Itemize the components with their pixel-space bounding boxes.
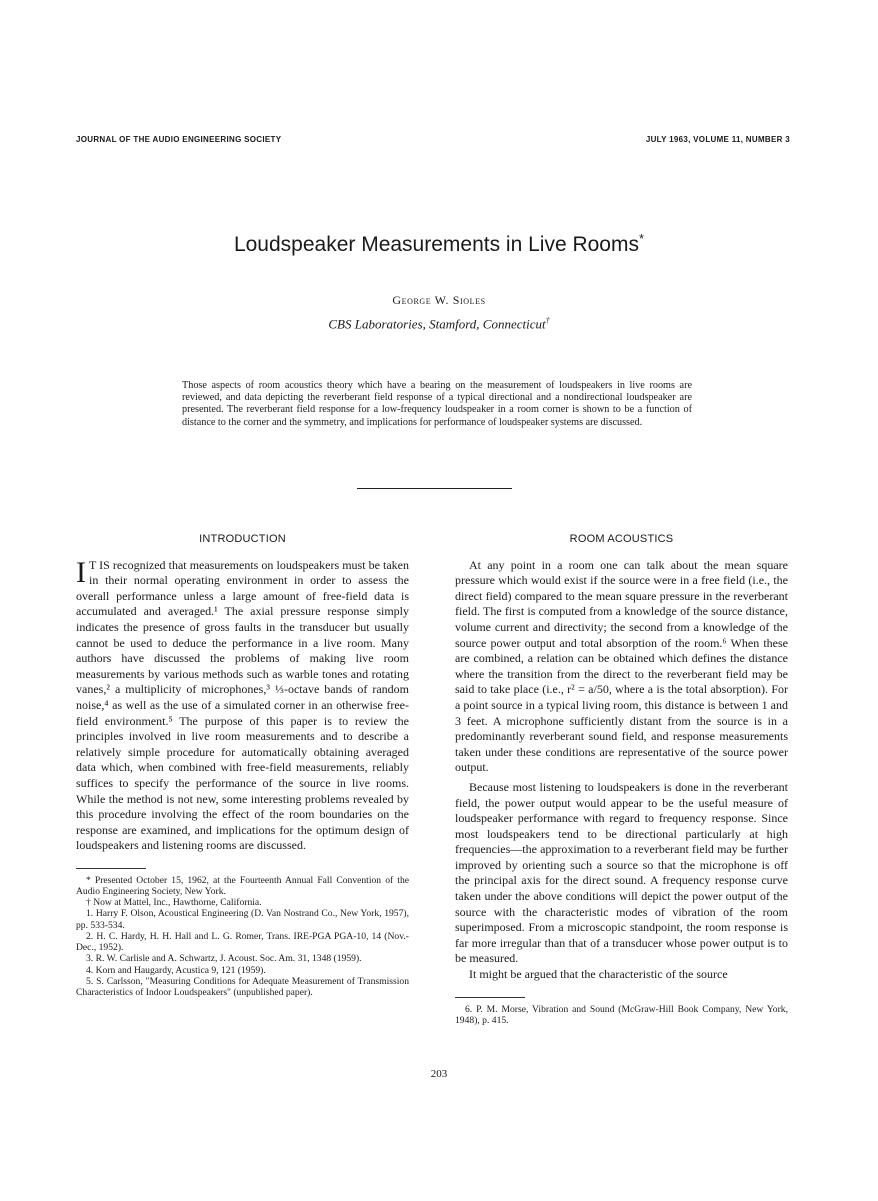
footnote: 3. R. W. Carlisle and A. Schwartz, J. Acoust. Soc. Am. 31, 1348 (1959). (86, 953, 362, 965)
footnote-rule (76, 868, 146, 869)
room-acoustics-paragraph-3: It might be argued that the characteristic of the source (469, 967, 728, 982)
paper-title (0, 233, 878, 257)
footnote-rule (455, 997, 525, 998)
abstract: Those aspects of room acoustics theory which have a bearing on the measurement of loudspeakers in live rooms are reviewed, and data depicting the reverberant field response of a typical directional and a nondirectional loudspeaker are presented. The reverberant field response for a low-frequency loudspeaker in a room corner is shown to be a function of distance to the corner and the symmetry, and implications for performance of loudspeaker systems are discussed. (182, 380, 692, 428)
room-acoustics-heading: ROOM ACOUSTICS (569, 533, 674, 545)
room-acoustics-paragraph-2: Because most listening to loudspeakers is done in the reverberant field, the power output would appear to be the useful measure of loudspeaker performance with regard to frequency response. Since most loudspeakers tend to be directional particularly at high frequencies—the approximation to a reverberant field may be further improved by orienting such a source so that the microphone is off the principal axis for the direct sound. A frequency response curve taken under the above conditions will depict the power output of the source with the characteristic modes of vibration of the room superimposed. From a microscopic standpoint, the room response is far more irregular than that of a transducer whose power output is to be measured. (455, 779, 788, 966)
introduction-paragraph (76, 555, 409, 854)
section-divider (357, 488, 512, 489)
author-affiliation (0, 316, 878, 332)
footnote: 1. Harry F. Olson, Acoustical Engineering (D. Van Nostrand Co., New York, 1957), pp. 533-534. (76, 908, 409, 931)
affiliation-text: CBS Laboratories, Stamford, Connecticut (328, 316, 546, 332)
footnote: 4. Korn and Haugardy, Acustica 9, 121 (1959). (86, 964, 266, 976)
page-number: 203 (430, 1068, 448, 1080)
title-footnote-mark: * (638, 231, 645, 246)
footnote: * Presented October 15, 1962, at the Fourteenth Annual Fall Convention of the Audio Engineering Society, New York. (76, 874, 409, 898)
room-acoustics-paragraph-1: At any point in a room one can talk about the mean square pressure which would exist if the source were in a free field (i.e., the direct field) compared to the mean square pressure in the reverberant field. The first is computed from a knowledge of the source distance, volume current and directivity; the second from a knowledge of the source power output and total absorption of the room.⁶ When these are combined, a relation can be obtained which defines the distance where the transition from the direct to the reverberant field may be said to take place (i.e., r² = a/50, where a is the total absorption). For a point source in a typical living room, this distance is between 1 and 3 feet. A microphone sufficiently distant from the source is in a predominantly reverberant sound field, and response measurements taken under these conditions are representative of the source power output. (455, 557, 788, 775)
left-column (76, 532, 409, 998)
footnote: 2. H. C. Hardy, H. H. Hall and L. G. Romer, Trans. IRE-PGA PGA-10, 14 (Nov.-Dec., 1952). (76, 930, 409, 954)
running-header-issue: JULY 1963, VOLUME 11, NUMBER 3 (645, 135, 790, 144)
right-column (455, 532, 788, 1026)
introduction-text: T IS recognized that measurements on loudspeakers must be taken in their normal operating environment in order to assess the overall performance unless a large amount of free-field data is accumulated and averaged.¹ The axial pressure response simply indicates the presence of gross faults in the transducer but usually cannot be used to deduce the performance in a live room. Many authors have discussed the problems of making live room measurements by various methods such as warble tones and rotating vanes,² a multiplicity of microphones,³ ⅓-octave bands of random noise,⁴ as well as the use of a simulated corner in an otherwise free-field environment.⁵ The purpose of this paper is to review the principles involved in live room measurements and to describe a relatively simple procedure for automatically obtaining averaged data which, when combined with free-field measurements, reliably suffices to specify the performance of the source in live rooms. While the method is not new, some interesting problems revealed by this procedure involving the effect of the room boundaries on the response are examined, and implications for the optimum design of loudspeakers and listening rooms are discussed. (76, 557, 409, 853)
author-name: George W. Sioles (392, 293, 486, 307)
affiliation-footnote-mark: † (545, 316, 550, 325)
title-text: Loudspeaker Measurements in Live Rooms (233, 233, 639, 256)
introduction-heading: INTRODUCTION (199, 533, 286, 545)
drop-cap: I (76, 555, 86, 589)
running-header-journal: JOURNAL OF THE AUDIO ENGINEERING SOCIETY (76, 135, 282, 144)
footnote: † Now at Mattel, Inc., Hawthorne, California. (86, 897, 262, 909)
footnote: 5. S. Carlsson, "Measuring Conditions for Adequate Measurement of Transmission Characteristics of Indoor Loudspeakers" (unpublished paper). (76, 975, 409, 998)
footnote: 6. P. M. Morse, Vibration and Sound (McGraw-Hill Book Company, New York, 1948), p. 415. (455, 1003, 788, 1026)
